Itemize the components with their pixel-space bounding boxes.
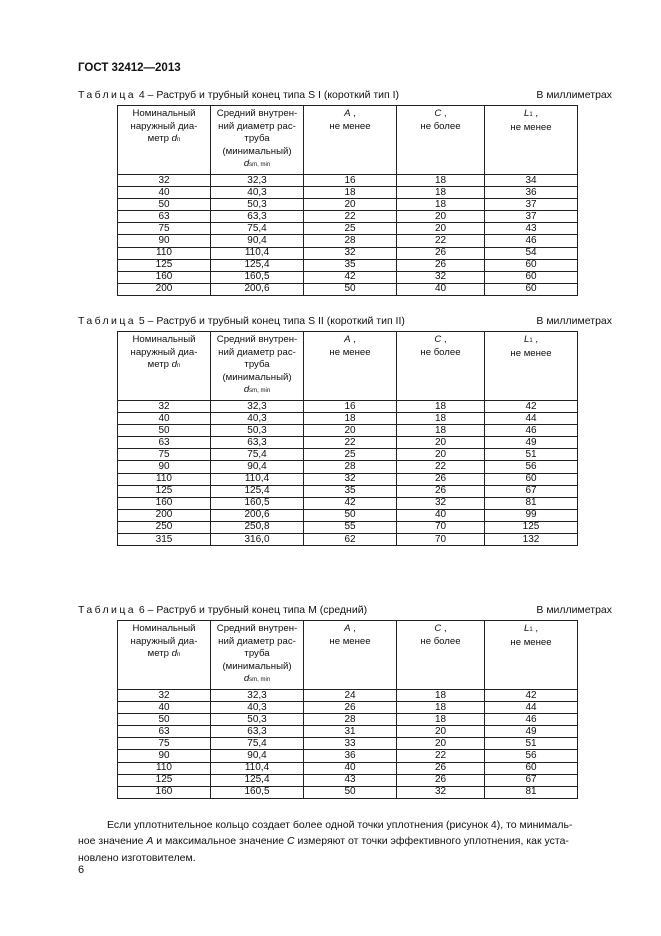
table-cell: 16	[304, 175, 397, 187]
table-cell: 32	[118, 175, 211, 187]
col-header-nominal-diameter: Номинальный наружный диа- метр dn	[118, 332, 211, 401]
table-cell: 40	[118, 187, 211, 199]
table-cell: 43	[304, 774, 397, 786]
table-cell: 60	[485, 762, 578, 774]
table-cell: 110,4	[211, 247, 304, 259]
col-header-mean-inner-diameter: Средний внутрен- ний диаметр рас- труба (минимальный) dsm, min	[211, 621, 304, 690]
table-cell: 35	[304, 485, 397, 497]
table-title: – Раструб и трубный конец типа S II (короткий тип II)	[147, 315, 405, 327]
table-row	[118, 211, 578, 223]
table-cell: 26	[397, 774, 485, 786]
table-units: В миллиметрах	[536, 604, 612, 616]
table-cell: 125,4	[211, 485, 304, 497]
table-cell: 44	[485, 702, 578, 714]
table-cell: 46	[485, 425, 578, 437]
table-cell: 50,3	[211, 425, 304, 437]
col-header-nominal-diameter: Номинальный наружный диа- метр dn	[118, 106, 211, 175]
table-cell: 132	[485, 534, 578, 546]
table-cell: 125	[485, 521, 578, 533]
table-number: 5	[138, 315, 145, 327]
table-cell: 110,4	[211, 762, 304, 774]
paragraph-line-1: Если уплотнительное кольцо создает более одной точки уплотнения (рисунок 4), то минималь-	[107, 819, 573, 831]
table-cell: 40	[397, 283, 485, 295]
table-cell: 81	[485, 786, 578, 798]
table-row	[118, 497, 578, 509]
table-cell: 42	[304, 497, 397, 509]
table-row	[118, 738, 578, 750]
table-cell: 75,4	[211, 223, 304, 235]
table-row	[118, 726, 578, 738]
table-cell: 32	[118, 401, 211, 413]
table-row	[118, 283, 578, 295]
table-cell: 63,3	[211, 726, 304, 738]
table-cell: 40	[304, 762, 397, 774]
col-header-mean-inner-diameter: Средний внутрен- ний диаметр рас- труба (минимальный) dsm, min	[211, 106, 304, 175]
table-row	[118, 485, 578, 497]
table-cell: 42	[304, 271, 397, 283]
table-cell: 22	[304, 437, 397, 449]
table-cell: 18	[397, 401, 485, 413]
col-header-l1: L1 , не менее	[485, 621, 578, 690]
table-cell: 200,6	[211, 509, 304, 521]
table-cell: 51	[485, 738, 578, 750]
table-cell: 28	[304, 714, 397, 726]
table-cell: 40,3	[211, 702, 304, 714]
table-cell: 51	[485, 449, 578, 461]
table-cell: 160,5	[211, 497, 304, 509]
table-cell: 63,3	[211, 437, 304, 449]
col-header-c: C , не более	[397, 106, 485, 175]
table-number: 6	[138, 604, 145, 616]
table-cell: 32	[397, 786, 485, 798]
table-cell: 160	[118, 497, 211, 509]
table-cell: 67	[485, 774, 578, 786]
table-cell: 20	[397, 738, 485, 750]
table-cell: 75,4	[211, 738, 304, 750]
table-cell: 55	[304, 521, 397, 533]
table-cell: 90,4	[211, 750, 304, 762]
col-header-mean-inner-diameter: Средний внутрен- ний диаметр рас- труба (минимальный) dsm, min	[211, 332, 304, 401]
table-row	[118, 449, 578, 461]
table-cell: 70	[397, 521, 485, 533]
col-header-a: A , не менее	[304, 621, 397, 690]
table-cell: 75	[118, 223, 211, 235]
table-5-caption	[78, 315, 612, 327]
table-cell: 63,3	[211, 211, 304, 223]
table-cell: 50,3	[211, 199, 304, 211]
table-row	[118, 461, 578, 473]
table-cell: 33	[304, 738, 397, 750]
table-cell: 40	[118, 702, 211, 714]
table-cell: 160,5	[211, 271, 304, 283]
table-4-caption	[78, 89, 612, 101]
table-cell: 50,3	[211, 714, 304, 726]
header-row	[118, 621, 578, 690]
table-row	[118, 437, 578, 449]
table-row	[118, 786, 578, 798]
table-cell: 20	[304, 199, 397, 211]
table-cell: 26	[397, 259, 485, 271]
table-row	[118, 199, 578, 211]
table-cell: 125	[118, 485, 211, 497]
note-paragraph	[78, 817, 615, 866]
table-units: В миллиметрах	[536, 315, 612, 327]
table-cell: 60	[485, 473, 578, 485]
page-number: 6	[78, 864, 85, 876]
table-cell: 110	[118, 473, 211, 485]
table-row	[118, 401, 578, 413]
table-row	[118, 473, 578, 485]
table-row	[118, 762, 578, 774]
table-cell: 50	[118, 714, 211, 726]
table-cell: 54	[485, 247, 578, 259]
table-row	[118, 425, 578, 437]
table-cell: 50	[304, 509, 397, 521]
table-cell: 26	[397, 762, 485, 774]
table-word: Таблица	[78, 604, 136, 616]
table-cell: 125	[118, 259, 211, 271]
table-row	[118, 175, 578, 187]
table-cell: 42	[485, 401, 578, 413]
table-row	[118, 774, 578, 786]
table-cell: 16	[304, 401, 397, 413]
col-header-l1: L1 , не менее	[485, 332, 578, 401]
table-row	[118, 509, 578, 521]
table-cell: 63	[118, 211, 211, 223]
table-cell: 110	[118, 247, 211, 259]
table-cell: 90	[118, 461, 211, 473]
table-cell: 90,4	[211, 461, 304, 473]
table-cell: 36	[485, 187, 578, 199]
table-cell: 40,3	[211, 413, 304, 425]
table-cell: 49	[485, 726, 578, 738]
table-row	[118, 235, 578, 247]
table-cell: 32,3	[211, 175, 304, 187]
table-title: – Раструб и трубный конец типа S I (короткий тип I)	[147, 89, 400, 101]
table-cell: 40	[118, 413, 211, 425]
table-cell: 26	[397, 473, 485, 485]
table-cell: 315	[118, 534, 211, 546]
table-cell: 26	[397, 485, 485, 497]
table-6	[117, 620, 578, 799]
table-row	[118, 750, 578, 762]
table-cell: 32,3	[211, 690, 304, 702]
table-cell: 26	[304, 702, 397, 714]
table-cell: 40,3	[211, 187, 304, 199]
col-header-nominal-diameter: Номинальный наружный диа- метр dn	[118, 621, 211, 690]
col-header-l1: L1 , не менее	[485, 106, 578, 175]
table-row	[118, 690, 578, 702]
table-cell: 49	[485, 437, 578, 449]
table-cell: 46	[485, 714, 578, 726]
table-cell: 25	[304, 223, 397, 235]
table-units: В миллиметрах	[536, 89, 612, 101]
table-cell: 22	[304, 211, 397, 223]
table-row	[118, 247, 578, 259]
table-cell: 99	[485, 509, 578, 521]
table-cell: 32	[397, 497, 485, 509]
table-cell: 37	[485, 211, 578, 223]
table-cell: 32	[118, 690, 211, 702]
table-cell: 250	[118, 521, 211, 533]
table-cell: 18	[397, 714, 485, 726]
table-cell: 316,0	[211, 534, 304, 546]
table-cell: 50	[118, 425, 211, 437]
table-cell: 200	[118, 283, 211, 295]
table-cell: 43	[485, 223, 578, 235]
col-header-c: C , не более	[397, 621, 485, 690]
table-cell: 75	[118, 738, 211, 750]
table-cell: 125,4	[211, 774, 304, 786]
table-cell: 50	[118, 199, 211, 211]
table-cell: 36	[304, 750, 397, 762]
table-cell: 90	[118, 235, 211, 247]
table-cell: 20	[304, 425, 397, 437]
table-cell: 18	[397, 690, 485, 702]
table-cell: 28	[304, 461, 397, 473]
table-cell: 22	[397, 235, 485, 247]
table-cell: 63	[118, 726, 211, 738]
document-header: ГОСТ 32412—2013	[78, 62, 181, 74]
table-cell: 67	[485, 485, 578, 497]
table-cell: 75	[118, 449, 211, 461]
table-cell: 60	[485, 283, 578, 295]
table-cell: 18	[397, 413, 485, 425]
table-word: Таблица	[78, 89, 136, 101]
table-cell: 60	[485, 271, 578, 283]
table-row	[118, 271, 578, 283]
table-cell: 200	[118, 509, 211, 521]
table-cell: 20	[397, 726, 485, 738]
table-row	[118, 702, 578, 714]
table-cell: 20	[397, 211, 485, 223]
col-header-a: A , не менее	[304, 332, 397, 401]
table-number: 4	[138, 89, 145, 101]
table-cell: 20	[397, 437, 485, 449]
table-row	[118, 714, 578, 726]
table-title: – Раструб и трубный конец типа М (средний)	[147, 604, 368, 616]
table-row	[118, 259, 578, 271]
paragraph-line-2: ное значение A и максимальное значение C измеряют от точки эффективного уплотнения, как уста-	[78, 835, 569, 848]
table-cell: 56	[485, 461, 578, 473]
table-cell: 31	[304, 726, 397, 738]
table-cell: 160	[118, 271, 211, 283]
table-cell: 26	[397, 247, 485, 259]
table-cell: 160,5	[211, 786, 304, 798]
table-cell: 56	[485, 750, 578, 762]
paragraph-line-3: новлено изготовителем.	[78, 851, 196, 864]
table-cell: 110,4	[211, 473, 304, 485]
table-row	[118, 187, 578, 199]
table-cell: 32,3	[211, 401, 304, 413]
table-cell: 90,4	[211, 235, 304, 247]
table-cell: 22	[397, 461, 485, 473]
table-row	[118, 534, 578, 546]
table-cell: 125,4	[211, 259, 304, 271]
table-cell: 81	[485, 497, 578, 509]
table-cell: 42	[485, 690, 578, 702]
table-cell: 18	[397, 175, 485, 187]
col-header-c: C , не более	[397, 332, 485, 401]
table-cell: 37	[485, 199, 578, 211]
table-row	[118, 413, 578, 425]
table-cell: 46	[485, 235, 578, 247]
table-cell: 32	[397, 271, 485, 283]
table-cell: 160	[118, 786, 211, 798]
table-word: Таблица	[78, 315, 136, 327]
table-cell: 200,6	[211, 283, 304, 295]
table-cell: 90	[118, 750, 211, 762]
table-cell: 18	[304, 413, 397, 425]
table-cell: 32	[304, 247, 397, 259]
table-cell: 40	[397, 509, 485, 521]
table-cell: 32	[304, 473, 397, 485]
table-cell: 63	[118, 437, 211, 449]
table-cell: 22	[397, 750, 485, 762]
header-row	[118, 332, 578, 401]
table-cell: 62	[304, 534, 397, 546]
table-cell: 35	[304, 259, 397, 271]
table-cell: 34	[485, 175, 578, 187]
table-6-caption	[78, 604, 612, 616]
table-cell: 18	[397, 187, 485, 199]
table-row	[118, 223, 578, 235]
table-cell: 18	[304, 187, 397, 199]
table-cell: 20	[397, 223, 485, 235]
table-cell: 75,4	[211, 449, 304, 461]
table-cell: 44	[485, 413, 578, 425]
table-cell: 125	[118, 774, 211, 786]
table-cell: 18	[397, 702, 485, 714]
table-cell: 60	[485, 259, 578, 271]
table-cell: 20	[397, 449, 485, 461]
table-cell: 18	[397, 199, 485, 211]
table-cell: 50	[304, 283, 397, 295]
table-cell: 18	[397, 425, 485, 437]
table-cell: 70	[397, 534, 485, 546]
table-cell: 110	[118, 762, 211, 774]
header-row	[118, 106, 578, 175]
table-row	[118, 521, 578, 533]
table-cell: 24	[304, 690, 397, 702]
table-cell: 25	[304, 449, 397, 461]
col-header-a: A , не менее	[304, 106, 397, 175]
table-cell: 50	[304, 786, 397, 798]
table-5	[117, 331, 578, 546]
table-cell: 250,8	[211, 521, 304, 533]
table-cell: 28	[304, 235, 397, 247]
table-4	[117, 105, 578, 296]
